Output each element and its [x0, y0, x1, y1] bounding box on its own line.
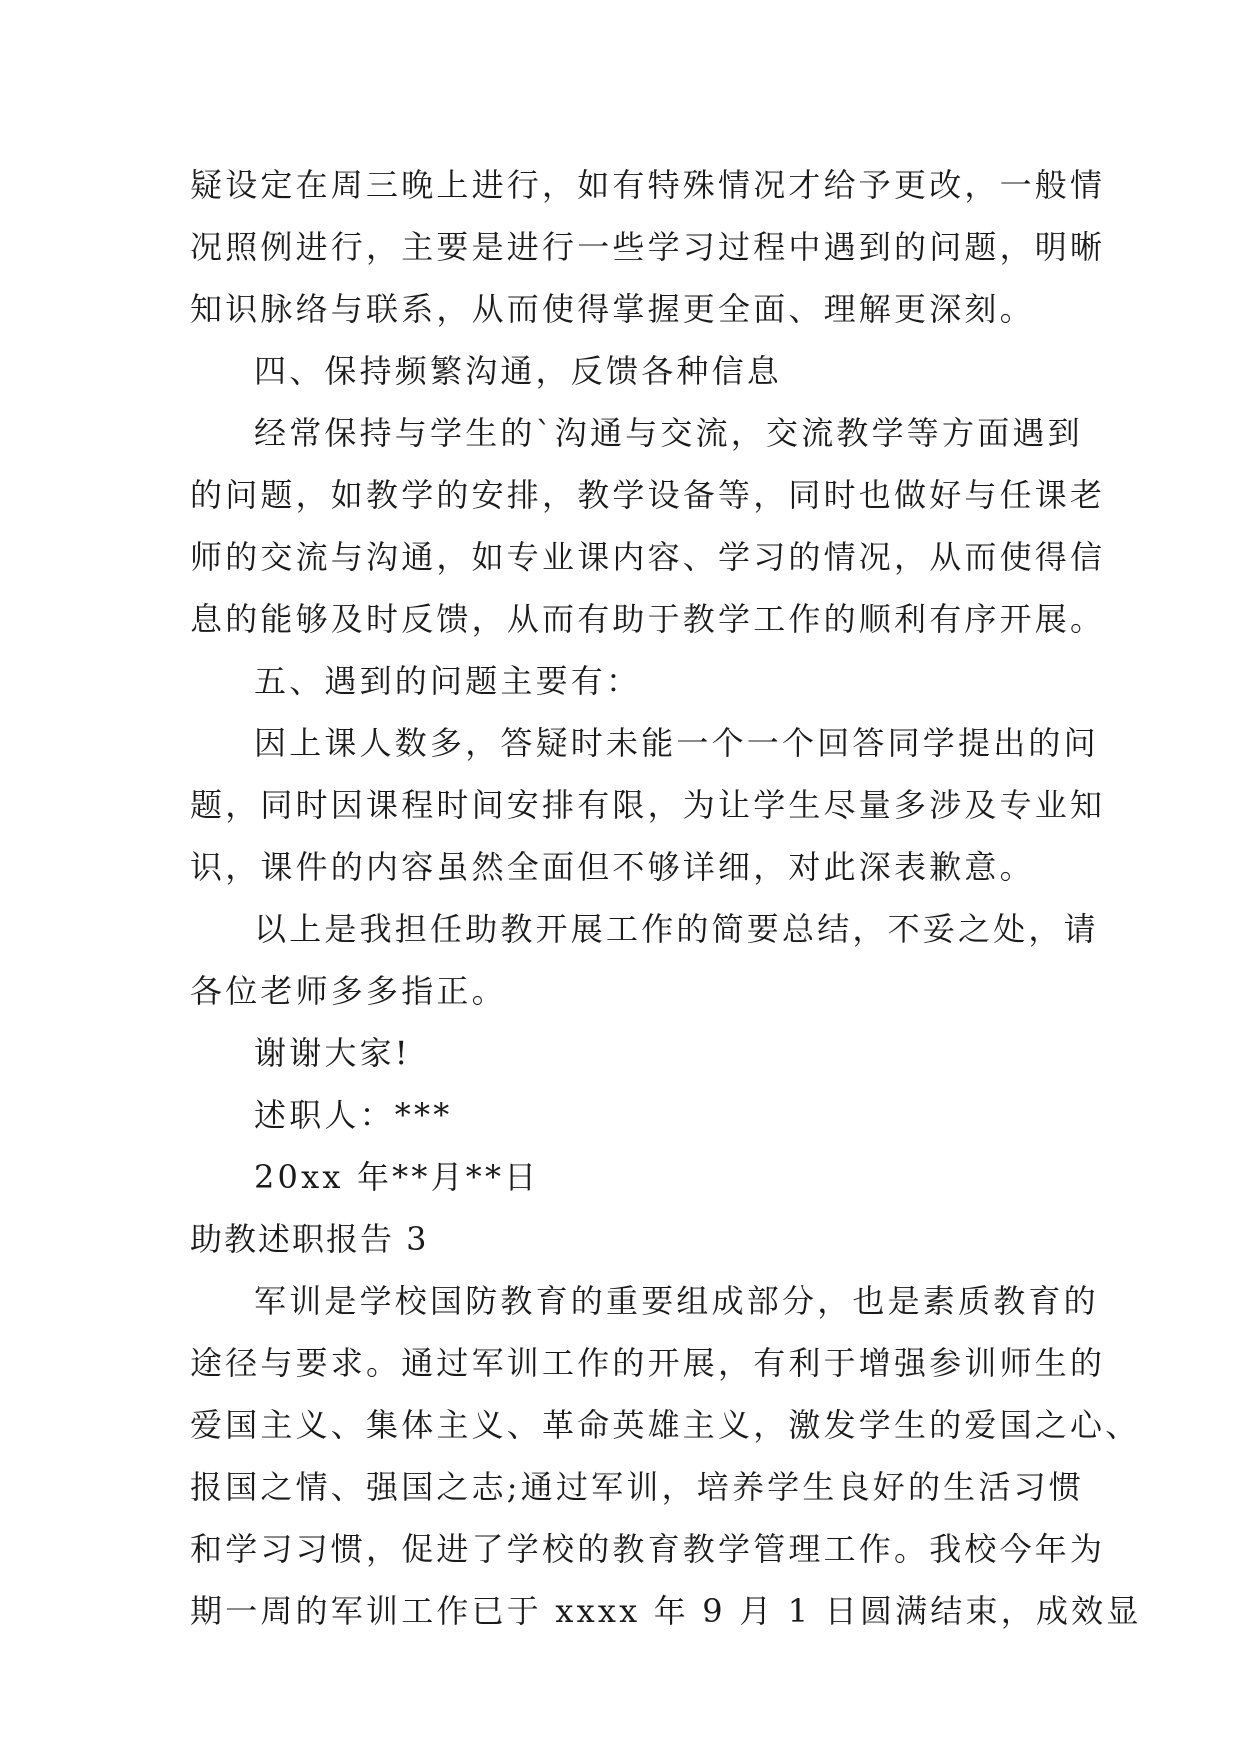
- paragraph-line: 题，同时因课程时间安排有限，为让学生尽量多涉及专业知: [190, 786, 1106, 824]
- paragraph-line: 期一周的军训工作已于 xxxx 年 9 月 1 日圆满结束，成效显: [190, 1592, 1142, 1630]
- paragraph-line: 因上课人数多，答疑时未能一个一个回答同学提出的问: [254, 724, 1099, 762]
- paragraph-line: 军训是学校国防教育的重要组成部分，也是素质教育的: [254, 1282, 1099, 1320]
- paragraph-line: 和学习习惯，促进了学校的教育教学管理工作。我校今年为: [190, 1530, 1106, 1568]
- paragraph-line: 识，课件的内容虽然全面但不够详细，对此深表歉意。: [190, 848, 1035, 886]
- report-title: 助教述职报告 3: [190, 1220, 429, 1258]
- paragraph-line: 途径与要求。通过军训工作的开展，有利于增强参训师生的: [190, 1344, 1106, 1382]
- paragraph-line: 以上是我担任助教开展工作的简要总结，不妥之处，请: [254, 910, 1099, 948]
- closing-thanks: 谢谢大家!: [254, 1034, 411, 1072]
- paragraph-line: 疑设定在周三晚上进行，如有特殊情况才给予更改，一般情: [190, 166, 1106, 204]
- report-date: 20xx 年**月**日: [254, 1158, 540, 1196]
- paragraph-line: 息的能够及时反馈，从而有助于教学工作的顺利有序开展。: [190, 600, 1106, 638]
- paragraph-line: 报国之情、强国之志;通过军训，培养学生良好的生活习惯: [190, 1468, 1084, 1506]
- paragraph-line: 各位老师多多指正。: [190, 972, 507, 1010]
- section-heading: 四、保持频繁沟通，反馈各种信息: [254, 352, 783, 390]
- paragraph-line: 况照例进行，主要是进行一些学习过程中遇到的问题，明晰: [190, 228, 1106, 266]
- paragraph-line: 知识脉络与联系，从而使得掌握更全面、理解更深刻。: [190, 290, 1035, 328]
- paragraph-line: 爱国主义、集体主义、革命英雄主义，激发学生的爱国之心、: [190, 1406, 1141, 1444]
- reporter-signature: 述职人：***: [254, 1096, 453, 1134]
- paragraph-line: 经常保持与学生的`沟通与交流，交流教学等方面遇到: [254, 414, 1083, 452]
- paragraph-line: 师的交流与沟通，如专业课内容、学习的情况，从而使得信: [190, 538, 1106, 576]
- paragraph-line: 的问题，如教学的安排，教学设备等，同时也做好与任课老: [190, 476, 1106, 514]
- section-heading: 五、遇到的问题主要有：: [254, 662, 642, 700]
